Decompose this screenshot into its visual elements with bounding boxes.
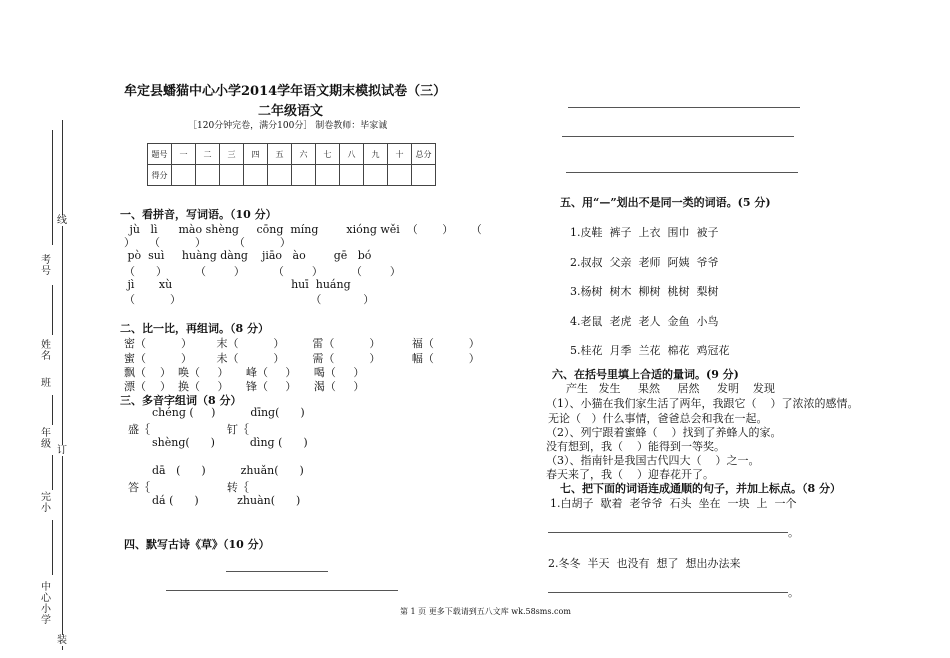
- s1-answer-line-1: ） （ ） （ ）: [124, 236, 291, 249]
- s3-char-b: 答｛ 转｛: [128, 481, 249, 494]
- binding-line: [62, 120, 63, 650]
- s6-line: 春天来了，我（ ）迎春花开了。: [546, 468, 714, 481]
- score-cell: 六: [292, 144, 316, 165]
- s1-pinyin-line-1: jù lì mào shèng cōng míng xióng wěi （ ） （: [126, 223, 482, 236]
- exam-title: 牟定县蟠猫中心小学2014学年语文期末模拟试卷（三）: [124, 84, 447, 99]
- s2-row-4: 漂（ ） 换（ ） 锋（ ） 渴（ ）: [124, 380, 365, 393]
- right-answer-line-2[interactable]: [562, 136, 794, 137]
- s5-item: 2.叔叔 父亲 老师 阿姨 爷爷: [570, 256, 719, 269]
- binding-school-label: 完小: [41, 492, 51, 514]
- page-footer: 第 1 页 更多下载请到五八文库 wk.58sms.com: [400, 607, 571, 616]
- score-input-cell[interactable]: [244, 165, 268, 186]
- grade-fill: [52, 395, 53, 425]
- s2-row-2: 蜜（ ） 未（ ） 需（ ） 幅（ ）: [124, 352, 480, 365]
- score-input-cell[interactable]: [316, 165, 340, 186]
- score-cell: 三: [220, 144, 244, 165]
- s2-row-1: 密（ ） 末（ ） 雷（ ） 福（ ）: [124, 337, 480, 350]
- school-fill: [52, 455, 53, 490]
- s7-question-2: 2.冬冬 半天 也没有 想了 想出办法来: [548, 557, 741, 570]
- right-answer-line-3[interactable]: [566, 172, 798, 173]
- section-6-title: 六、在括号里填上合适的量词。(9 分): [552, 368, 739, 381]
- exam-subtitle: 二年级语文: [258, 104, 324, 119]
- poem-answer-line-1[interactable]: [226, 571, 328, 572]
- s1-answer-line-3: （ ） （ ）: [124, 293, 375, 306]
- name-fill: [52, 285, 53, 335]
- binding-class-label: 班: [41, 378, 51, 389]
- score-input-cell[interactable]: [388, 165, 412, 186]
- s5-item: 1.皮鞋 裤子 上衣 围巾 被子: [570, 226, 719, 239]
- section-7-title: 七、把下面的词语连成通顺的句子，并加上标点。（8 分）: [560, 482, 841, 495]
- s5-item: 3.杨树 树木 柳树 桃树 梨树: [570, 285, 719, 298]
- s5-item: 5.桂花 月季 兰花 棉花 鸡冠花: [570, 344, 730, 357]
- binding-ding-label: 订: [57, 445, 67, 456]
- score-cell: 七: [316, 144, 340, 165]
- s7-question-1: 1.白胡子 歇着 老爷爷 石头 坐在 一块 上 一个: [550, 497, 797, 510]
- score-cell: 一: [172, 144, 196, 165]
- s1-answer-line-2: （ ） （ ） （ ） （ ）: [124, 265, 401, 278]
- s5-item: 4.老鼠 老虎 老人 金鱼 小鸟: [570, 315, 719, 328]
- s7-period-1: 。: [788, 526, 799, 539]
- s2-row-3: 飘（ ） 唤（ ） 峰（ ） 喝（ ）: [124, 366, 365, 379]
- score-table-header-row: [148, 144, 436, 165]
- score-input-cell[interactable]: [340, 165, 364, 186]
- binding-zhuang-label: 装: [57, 635, 67, 646]
- s7-period-2: 。: [788, 586, 799, 599]
- score-input-cell[interactable]: [220, 165, 244, 186]
- s3-pinyin-a2: shènɡ( ) dìnɡ ( ): [152, 436, 308, 449]
- s7-answer-line-2[interactable]: [548, 592, 788, 593]
- section-4-title: 四、默写古诗《草》（10 分）: [124, 538, 270, 551]
- right-answer-line-1[interactable]: [568, 107, 800, 108]
- s3-pinyin-a1: chénɡ ( ) dīnɡ( ): [152, 406, 305, 419]
- s1-pinyin-line-3: jì xù huī huáng: [124, 278, 351, 291]
- score-cell: 四: [244, 144, 268, 165]
- s6-line: （1）、小猫在我们家生活了两年，我跟它（ ）了浓浓的感情。: [546, 397, 859, 410]
- s3-pinyin-b2: dá ( ) zhuàn( ): [152, 494, 301, 507]
- binding-center-label: 中心小学: [41, 582, 51, 626]
- score-input-cell[interactable]: [364, 165, 388, 186]
- score-input-cell[interactable]: [172, 165, 196, 186]
- score-cell: 得分: [148, 165, 172, 186]
- section-1-title: 一、看拼音，写词语。（10 分）: [120, 208, 277, 221]
- score-cell: 十: [388, 144, 412, 165]
- score-table-score-row: [148, 165, 436, 186]
- binding-name-label: 姓名: [41, 340, 51, 362]
- s1-pinyin-line-2: pò suì huàng dàng jiāo ào gē bó: [124, 249, 372, 262]
- score-cell: 总分: [412, 144, 436, 165]
- s3-pinyin-b1: dā ( ) zhuǎn( ): [152, 464, 304, 477]
- exam-no-fill: [52, 130, 53, 245]
- score-cell: 八: [340, 144, 364, 165]
- binding-line-label: 线: [57, 215, 67, 226]
- score-input-cell[interactable]: [196, 165, 220, 186]
- s6-word-bank: 产生 发生 果然 居然 发明 发现: [566, 382, 775, 395]
- score-cell: 二: [196, 144, 220, 165]
- score-input-cell[interactable]: [292, 165, 316, 186]
- s6-line: （3）、指南针是我国古代四大（ ）之一。: [546, 454, 760, 467]
- poem-answer-line-2[interactable]: [166, 590, 398, 591]
- binding-grade-label: 年级: [41, 428, 51, 450]
- score-cell: 九: [364, 144, 388, 165]
- section-5-title: 五、用“—”划出不是同一类的词语。(5 分): [560, 196, 771, 209]
- score-cell: 题号: [148, 144, 172, 165]
- section-3-title: 三、多音字组词（8 分）: [120, 394, 242, 407]
- s6-line: （2）、列宁跟着蜜蜂（ ）找到了养蜂人的家。: [546, 426, 782, 439]
- score-input-cell[interactable]: [412, 165, 436, 186]
- binding-exam-no-label: 考号: [41, 255, 51, 277]
- section-2-title: 二、比一比，再组词。（8 分）: [120, 322, 269, 335]
- s3-char-a: 盛｛ 钉｛: [128, 423, 249, 436]
- center-fill: [52, 520, 53, 575]
- s6-line: 没有想到，我（ ）能得到一等奖。: [546, 440, 725, 453]
- s7-answer-line-1[interactable]: [548, 532, 788, 533]
- exam-info: ［120分钟完卷，满分100分］ 制卷教师：毕家诚: [188, 121, 388, 131]
- score-input-cell[interactable]: [268, 165, 292, 186]
- score-cell: 五: [268, 144, 292, 165]
- s6-line: 无论（ ）什么事情，爸爸总会和我在一起。: [548, 412, 768, 425]
- score-table: [147, 143, 436, 186]
